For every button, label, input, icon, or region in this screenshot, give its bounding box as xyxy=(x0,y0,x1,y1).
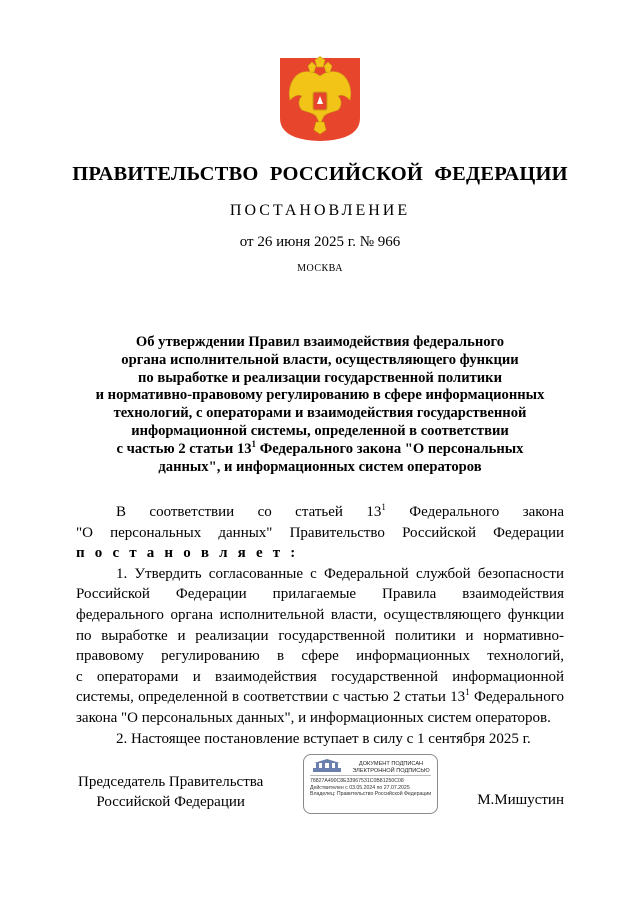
decrees-word: п о с т а н о в л я е т : xyxy=(76,545,299,562)
government-title: ПРАВИТЕЛЬСТВО РОССИЙСКОЙ ФЕДЕРАЦИИ xyxy=(72,163,568,185)
electronic-signature-stamp xyxy=(303,754,438,814)
title-line: Об утверждении Правил взаимодействия федерального xyxy=(135,334,505,350)
city: МОСКВА xyxy=(297,263,343,274)
item1-line: закона "О персональных данных", и информационных систем операторов. xyxy=(76,709,551,726)
stamp-divider xyxy=(310,775,431,776)
position-line: Российской Федерации xyxy=(96,793,245,810)
stamp-info xyxy=(310,778,434,798)
validity-period: Действителен с 03.05.2024 по 27.07.2025 xyxy=(310,784,410,791)
body-text: Федерального закона xyxy=(385,504,564,520)
superscript: 1 xyxy=(465,687,470,698)
title-line: и нормативно-правовому регулированию в сфере информационных xyxy=(95,387,545,404)
title-text: с частью 2 статьи 13 xyxy=(116,440,252,457)
item1-line: правовому регулированию в сфере информационных технологий, xyxy=(76,648,564,665)
superscript: 1 xyxy=(381,502,386,512)
title-line xyxy=(76,438,564,459)
document-title xyxy=(76,334,564,476)
preamble-line: "О персональных данных" Правительство Российской Федерации xyxy=(76,524,564,541)
item1-line xyxy=(76,687,564,708)
title-line: технологий, с операторами и взаимодействия государственной xyxy=(113,405,527,422)
document-body xyxy=(76,502,564,749)
certificate-number: 78827A490C8E33967531C0B81250C08 xyxy=(310,778,404,784)
title-line: информационной системы, определенной в соответствии xyxy=(131,422,509,439)
certificate-owner: Владелец: Правительство Российской Федерации xyxy=(310,791,432,798)
item1-line: по выработке и реализации государственной политики и нормативно- xyxy=(76,627,564,644)
title-line: органа исполнительной власти, осуществляющего функции xyxy=(121,351,519,368)
preamble-line xyxy=(76,502,564,523)
item1-line: 1. Утвердить согласованные с Федеральной службой безопасности xyxy=(116,565,564,582)
title-line: данных", и информационных систем операторов xyxy=(158,458,482,475)
stamp-header: ДОКУМЕНТ ПОДПИСАН ЭЛЕКТРОННОЙ ПОДПИСЬЮ xyxy=(352,761,430,774)
coat-of-arms-icon xyxy=(278,56,362,142)
body-text: системы, определенной в соответствии с частью 2 статьи 13 xyxy=(76,689,466,706)
title-line: по выработке и реализации государственной политики xyxy=(138,369,502,386)
signatory-name: М.Мишустин xyxy=(477,792,564,808)
position-line: Председатель Правительства xyxy=(78,774,264,790)
item1-line: федерального органа исполнительной власти, осуществляющего функции xyxy=(76,606,564,623)
document-date-number: от 26 июня 2025 г. № 966 xyxy=(239,234,401,250)
seal-icon xyxy=(311,759,343,773)
signatory-position xyxy=(78,773,263,812)
superscript: 1 xyxy=(251,438,257,449)
body-text: В соответствии со статьей 13 xyxy=(116,504,382,520)
body-text: Федерального xyxy=(469,689,564,706)
title-text: Федерального закона "О персональных xyxy=(256,440,524,457)
item2-line: 2. Настоящее постановление вступает в силу с 1 сентября 2025 г. xyxy=(116,730,531,747)
item1-line: Российской Федерации прилагаемые Правила взаимодействия xyxy=(76,586,564,603)
document-type: ПОСТАНОВЛЕНИЕ xyxy=(229,202,411,219)
item1-line: с операторами и взаимодействия государственной информационной xyxy=(76,668,564,685)
